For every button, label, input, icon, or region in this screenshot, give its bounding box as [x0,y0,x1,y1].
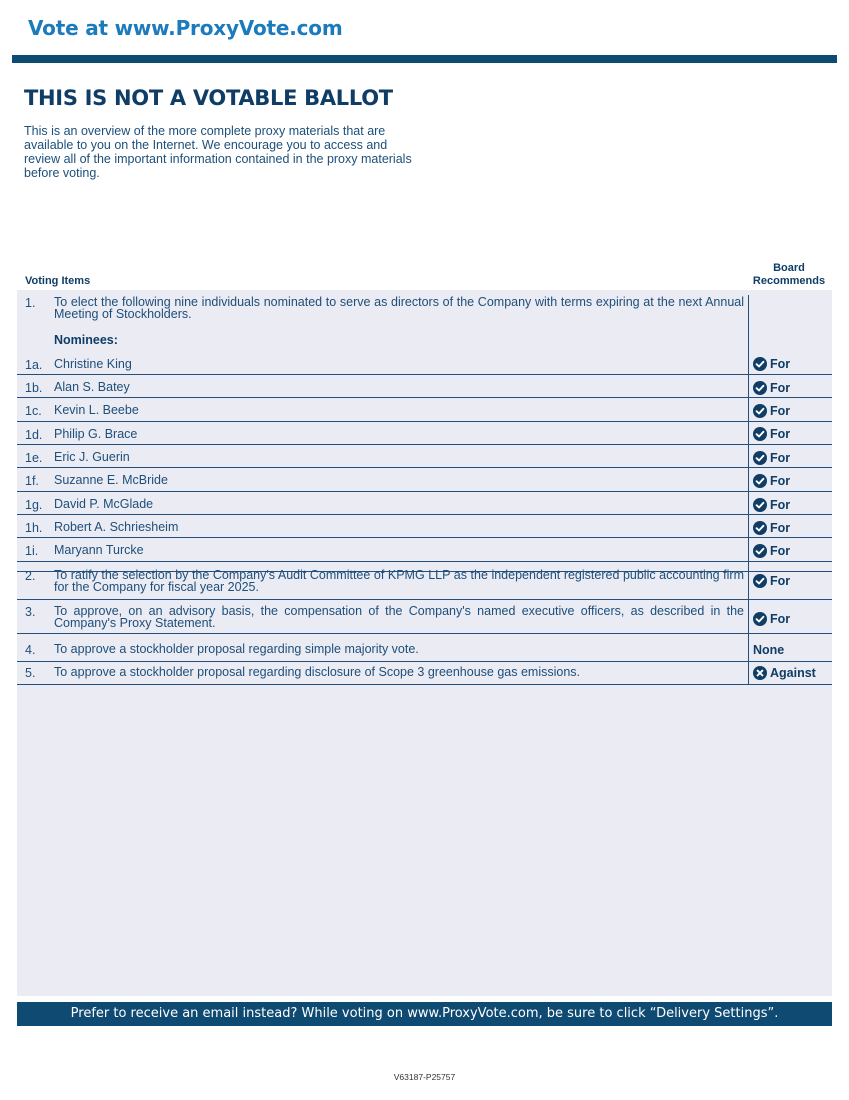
recommendation-label: For [770,544,791,558]
recommendation-label: Against [770,666,816,680]
item-number: 1f. [25,474,39,488]
row-divider [17,374,832,375]
recommendation-label: For [770,474,791,488]
header-rule [12,55,837,63]
recommendation-label: For [770,451,791,465]
email-delivery-banner: Prefer to receive an email instead? While voting on www.ProxyVote.com, be sure to click “Delivery Settings”. [17,1002,832,1026]
intro-paragraph: This is an overview of the more complete proxy materials that are available to you on the Internet. We encourage you to access and review all of the important information contained in the proxy materials before voting. [24,124,412,180]
check-icon [753,474,767,488]
board-recommendation [753,666,816,680]
check-icon [753,521,767,535]
row-divider [17,421,832,422]
check-icon [753,498,767,512]
item-number: 1i. [25,544,39,558]
board-recommendation [753,404,790,418]
document-code: V63187-P25757 [393,1072,456,1082]
board-recommends-line2: Recommends [752,275,826,287]
recommendation-label: For [770,498,791,512]
board-recommendation [753,521,790,535]
item-number: 3. [25,605,36,619]
item-text: Suzanne E. McBride [54,473,168,487]
column-divider [748,295,749,684]
recommendation-label: For [770,357,791,371]
item-number: 4. [25,643,36,657]
board-recommendation [753,643,784,657]
recommendation-label: For [770,574,791,588]
item-text: Alan S. Batey [54,380,130,394]
check-icon [753,544,767,558]
page-title: THIS IS NOT A VOTABLE BALLOT [24,86,393,110]
item-text: Christine King [54,357,132,371]
item-text: Kevin L. Beebe [54,403,139,417]
board-recommendation [753,544,790,558]
row-divider [17,599,832,600]
item-text: David P. McGlade [54,497,154,511]
row-divider [17,467,832,468]
board-recommendation [753,381,790,395]
recommendation-label: For [770,381,791,395]
recommendation-label: For [770,612,791,626]
board-recommendation [753,451,790,465]
board-recommendation [753,574,790,588]
check-icon [753,404,767,418]
row-divider [17,633,832,634]
item-number: 2. [25,569,36,583]
check-icon [753,427,767,441]
row-divider [17,514,832,515]
row-divider [17,661,832,662]
check-icon [753,451,767,465]
row-divider [17,684,832,685]
item-number: 1g. [25,498,43,512]
board-recommendation [753,474,790,488]
item-text: To approve, on an advisory basis, the compensation of the Company's named executive officers, as described in the Company's Proxy Statement. [54,604,744,630]
row-divider [17,561,832,562]
item-text: Maryann Turcke [54,543,144,557]
row-divider [17,491,832,492]
item-text: To elect the following nine individuals nominated to serve as directors of the Company with terms expiring at the next Annual Meeting of Stockholders. [54,295,744,321]
item-text: To ratify the selection by the Company's Audit Committee of KPMG LLP as the independent registered public accounting firm for the Company for fiscal year 2025. [54,568,744,594]
item-number: 1b. [25,381,43,395]
check-icon [753,357,767,371]
item-number: 1. [25,296,36,310]
item-number: 1a. [25,358,43,372]
board-recommendation [753,427,790,441]
board-recommends-header [748,262,830,288]
item-number: 1d. [25,428,43,442]
recommendation-label: For [770,427,791,441]
check-icon [753,612,767,626]
check-icon [753,574,767,588]
row-divider [17,444,832,445]
item-number: 1h. [25,521,43,535]
item-number: 1e. [25,451,43,465]
item-text: Robert A. Schriesheim [54,520,179,534]
board-recommendation [753,357,790,371]
nominees-label: Nominees: [54,333,118,347]
board-recommendation [753,498,790,512]
voting-items-header: Voting Items [25,275,91,287]
item-number: 5. [25,666,36,680]
item-number: 1c. [25,404,42,418]
recommendation-label: For [770,404,791,418]
site-url-header: Vote at www.ProxyVote.com [28,16,343,40]
board-recommendation [753,612,790,626]
row-divider [17,537,832,538]
row-divider [17,397,832,398]
x-icon [753,666,767,680]
board-recommends-line1: Board [773,262,805,274]
item-text: Eric J. Guerin [54,450,130,464]
recommendation-label: For [770,521,791,535]
item-text: Philip G. Brace [54,427,138,441]
item-text: To approve a stockholder proposal regarding disclosure of Scope 3 greenhouse gas emissions. [54,665,581,679]
item-text: To approve a stockholder proposal regarding simple majority vote. [54,642,419,656]
recommendation-label: None [753,643,785,657]
check-icon [753,381,767,395]
